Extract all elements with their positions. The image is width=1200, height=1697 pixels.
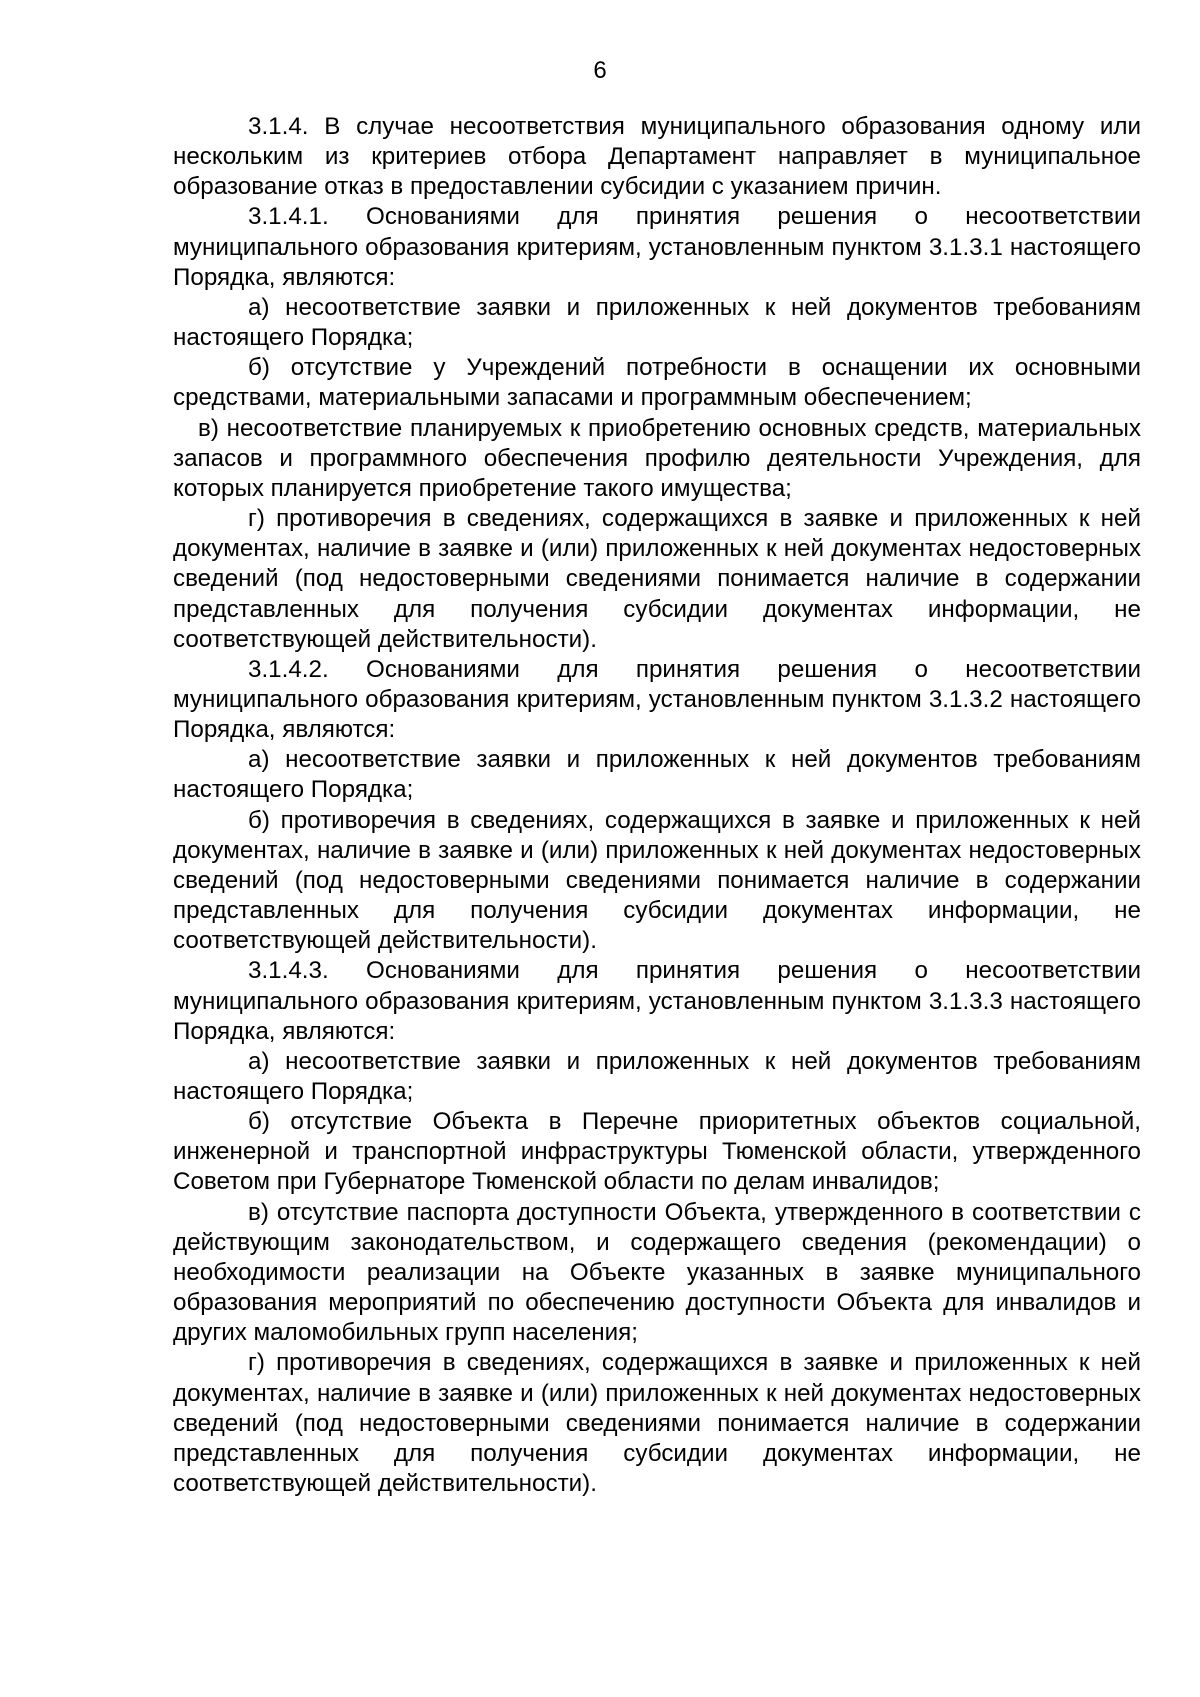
paragraph-3-1-4-1-v: в) несоответствие планируемых к приобретению основных средств, материальных запасов и программного обеспечения профилю деятельности Учреждения, для которых планируется приобретение такого имущества; <box>173 414 1141 502</box>
paragraph-3-1-4-2-b: б) противоречия в сведениях, содержащихся в заявке и приложенных к ней документах, наличие в заявке и (или) приложенных к ней документах недостоверных сведений (под недостоверными сведениями понимается наличие в содержании представленных для получения субсидии документах информации, не соответствующей действительности). <box>173 806 1141 955</box>
document-body <box>173 112 1141 1499</box>
paragraph-3-1-4-3-b: б) отсутствие Объекта в Перечне приоритетных объектов социальной, инженерной и транспортной инфраструктуры Тюменской области, утвержденного Советом при Губернаторе Тюменской области по делам инвалидов; <box>173 1108 1141 1196</box>
paragraph-3-1-4-1-b: б) отсутствие у Учреждений потребности в оснащении их основными средствами, материальными запасами и программным обеспечением; <box>173 354 1141 412</box>
paragraph-3-1-4-1: 3.1.4.1. Основаниями для принятия решения о несоответствии муниципального образования критериям, установленным пунктом 3.1.3.1 настоящего Порядка, являются: <box>173 203 1141 291</box>
paragraph-3-1-4-1-a: а) несоответствие заявки и приложенных к ней документов требованиям настоящего Порядка; <box>173 293 1141 352</box>
paragraph-3-1-4-2: 3.1.4.2. Основаниями для принятия решения о несоответствии муниципального образования критериям, установленным пунктом 3.1.3.2 настоящего Порядка, являются: <box>173 655 1141 744</box>
paragraph-3-1-4-3-a: а) несоответствие заявки и приложенных к ней документов требованиям настоящего Порядка; <box>173 1047 1141 1105</box>
paragraph-3-1-4-3: 3.1.4.3. Основаниями для принятия решения о несоответствии муниципального образования критериям, установленным пунктом 3.1.3.3 настоящего Порядка, являются: <box>173 957 1141 1045</box>
paragraph-3-1-4-2-a: а) несоответствие заявки и приложенных к ней документов требованиям настоящего Порядка; <box>173 746 1141 804</box>
paragraph-3-1-4-3-g: г) противоречия в сведениях, содержащихся в заявке и приложенных к ней документах, наличие в заявке и (или) приложенных к ней документах недостоверных сведений (под недостоверными сведениями понимается наличие в содержании представленных для получения субсидии документах информации, не соответствующей действительности). <box>173 1349 1141 1498</box>
paragraph-3-1-4-3-v: в) отсутствие паспорта доступности Объекта, утвержденного в соответствии с действующим законодательством, и содержащего сведения (рекомендации) о необходимости реализации на Объекте указанных в заявке муниципального образования мероприятий по обеспечению доступности Объекта для инвалидов и других маломобильных групп населения; <box>173 1198 1141 1347</box>
page-number: 6 <box>593 57 607 84</box>
paragraph-3-1-4-1-g: г) противоречия в сведениях, содержащихся в заявке и приложенных к ней документах, наличие в заявке и (или) приложенных к ней документах недостоверных сведений (под недостоверными сведениями понимается наличие в содержании представленных для получения субсидии документах информации, не соответствующей действительности). <box>173 505 1141 653</box>
paragraph-3-1-4: 3.1.4. В случае несоответствия муниципального образования одному или нескольким из критериев отбора Департамент направляет в муниципальное образование отказ в предоставлении субсидии с указанием причин. <box>173 113 1141 201</box>
